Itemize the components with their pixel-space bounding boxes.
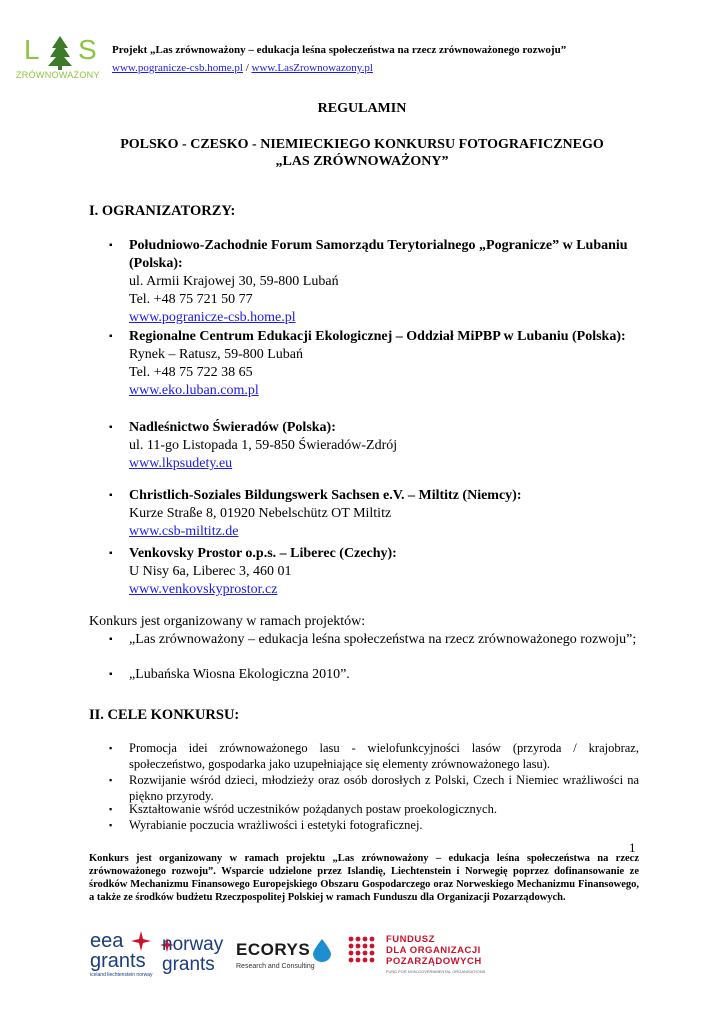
project-text: „Las zrównoważony – edukacja leśna społeczeństwa na rzecz zrównoważonego rozwoju”;: [129, 632, 637, 647]
bullet-icon: ▪: [109, 490, 113, 501]
organizer-name: Venkovsky Prostor o.p.s. – Liberec (Czechy):: [129, 546, 397, 561]
organizer-name: Christlich-Soziales Bildungswerk Sachsen e.V. – Miltitz (Niemcy):: [129, 488, 522, 503]
organizer-phone: Tel. +48 75 721 50 77: [129, 292, 253, 307]
fundusz-line3: POZARZĄDOWYCH: [386, 956, 482, 967]
bullet-icon: ▪: [109, 548, 113, 559]
eea-small-text: iceland liechtenstein norway: [90, 972, 153, 978]
header-link-pogranicze[interactable]: www.pogranicze-csb.home.pl: [112, 62, 243, 74]
organizer-name: Regionalne Centrum Edukacji Ekologicznej – Oddział MiPBP w Lubaniu (Polska):: [129, 329, 626, 344]
norway-top-text: norway: [162, 934, 224, 955]
organizer-phone: Tel. +48 75 722 38 65: [129, 365, 253, 380]
organizer-address: ul. Armii Krajowej 30, 59-800 Lubań: [129, 274, 339, 289]
ecorys-subtitle: Research and Consulting: [236, 963, 315, 970]
bullet-icon: ▪: [109, 804, 113, 814]
logo-subtitle: ZRÓWNOWAŻONY: [16, 70, 100, 80]
bullet-icon: ▪: [109, 669, 113, 680]
document-title: REGULAMIN: [317, 101, 407, 116]
fundusz-small-text: FUND FOR NON-GOVERNMENTAL ORGANISATIONS: [386, 969, 486, 974]
header-link-las-zrownowazony[interactable]: www.LasZrownowazony.pl: [251, 62, 373, 74]
organizer-name: Południowo-Zachodnie Forum Samorządu Terytorialnego „Pogranicze” w Lubaniu (Polska):: [129, 238, 628, 271]
organizer-link[interactable]: www.eko.luban.com.pl: [129, 383, 259, 398]
organizer-link[interactable]: www.lkpsudety.eu: [129, 456, 233, 471]
bullet-icon: ▪: [109, 743, 113, 753]
header-links: [112, 62, 373, 74]
projects-intro: Konkurs jest organizowany w ramach projektów:: [89, 614, 366, 629]
eea-top-text: eea: [90, 930, 124, 952]
fundusz-dots-icon: [346, 934, 380, 968]
header-link-separator: /: [242, 62, 252, 74]
las-zrownowazony-logo: [16, 34, 102, 84]
ecorys-drop-icon: [310, 938, 334, 962]
bullet-icon: ▪: [109, 331, 113, 342]
goal-text: Kształtowanie wśród uczestników pożądanych postaw proekologicznych.: [129, 802, 497, 816]
eea-bottom-text: grants: [90, 950, 146, 972]
document-subtitle-line2: „LAS ZRÓWNOWAŻONY”: [275, 154, 449, 169]
eea-star-icon: [130, 930, 152, 952]
organizer-address: ul. 11-go Listopada 1, 59-850 Świeradów-Zdrój: [129, 438, 398, 453]
header-project-line: Projekt „Las zrównoważony – edukacja leśna społeczeństwa na rzecz zrównoważonego rozwoju”: [112, 44, 567, 56]
section-heading-organizers: I. OGRANIZATORZY:: [89, 203, 236, 219]
footer-funding-note: Konkurs jest organizowany w ramach projektu „Las zrównoważony – edukacja leśna społeczeństwa na rzecz zrównoważonego rozwoju”. Wsparcie udzielone przez Islandię, Liechtenstein i Norwegię poprzez dofinansowanie ze środków Mechanizmu Finansowego Europejskiego Obszaru Gospodarczego oraz Norweskiego Mechanizmu Finansowego, a także ze środków budżetu Rzeczpospolitej Polskiej w ramach Funduszu dla Organizacji Pozarządowych.: [89, 853, 639, 903]
bullet-icon: ▪: [109, 775, 113, 785]
tree-icon: [48, 36, 72, 70]
goal-text: Rozwijanie wśród dzieci, młodzieży oraz osób dorosłych z Polski, Czech i Niemiec wrażliwości na piękno przyrody.: [129, 773, 639, 803]
fundusz-line2: DLA ORGANIZACJI: [386, 945, 481, 956]
logo-letter-l: L: [24, 34, 40, 65]
section-heading-goals: II. CELE KONKURSU:: [89, 707, 240, 723]
organizer-link[interactable]: www.pogranicze-csb.home.pl: [129, 310, 296, 325]
norway-bottom-text: grants: [162, 954, 215, 975]
bullet-icon: ▪: [109, 240, 113, 251]
logo-letter-s: S: [78, 34, 97, 65]
fundusz-logo: [346, 932, 496, 978]
ecorys-logo: [236, 938, 338, 976]
project-text: „Lubańska Wiosna Ekologiczna 2010”.: [129, 667, 350, 682]
organizer-link[interactable]: www.csb-miltitz.de: [129, 524, 239, 539]
goal-text: Wyrabianie poczucia wrażliwości i estetyki fotograficznej.: [129, 818, 423, 832]
organizer-address: U Nisy 6a, Liberec 3, 460 01: [129, 564, 292, 579]
bullet-icon: ▪: [109, 634, 113, 645]
organizer-address: Kurze Straße 8, 01920 Nebelschütz OT Miltitz: [129, 506, 392, 521]
document-subtitle-line1: POLSKO - CZESKO - NIEMIECKIEGO KONKURSU FOTOGRAFICZNEGO: [120, 137, 604, 152]
bullet-icon: ▪: [109, 820, 113, 830]
page-number: 1: [629, 840, 636, 855]
organizer-address: Rynek – Ratusz, 59-800 Lubań: [129, 347, 304, 362]
bullet-icon: ▪: [109, 422, 113, 433]
norway-grants-logo: [160, 934, 235, 978]
goal-text: Promocja idei zrównoważonego lasu - wielofunkcyjności lasów (przyroda / krajobraz, społeczeństwo, gospodarka jako uzupełniające się elementy zrównoważonego lasu).: [129, 741, 639, 771]
ecorys-name: ECORYS: [236, 940, 311, 959]
eea-grants-logo: [86, 930, 156, 978]
fundusz-line1: FUNDUSZ: [386, 934, 435, 945]
organizer-name: Nadleśnictwo Świeradów (Polska):: [129, 420, 336, 435]
organizer-link[interactable]: www.venkovskyprostor.cz: [129, 582, 278, 597]
